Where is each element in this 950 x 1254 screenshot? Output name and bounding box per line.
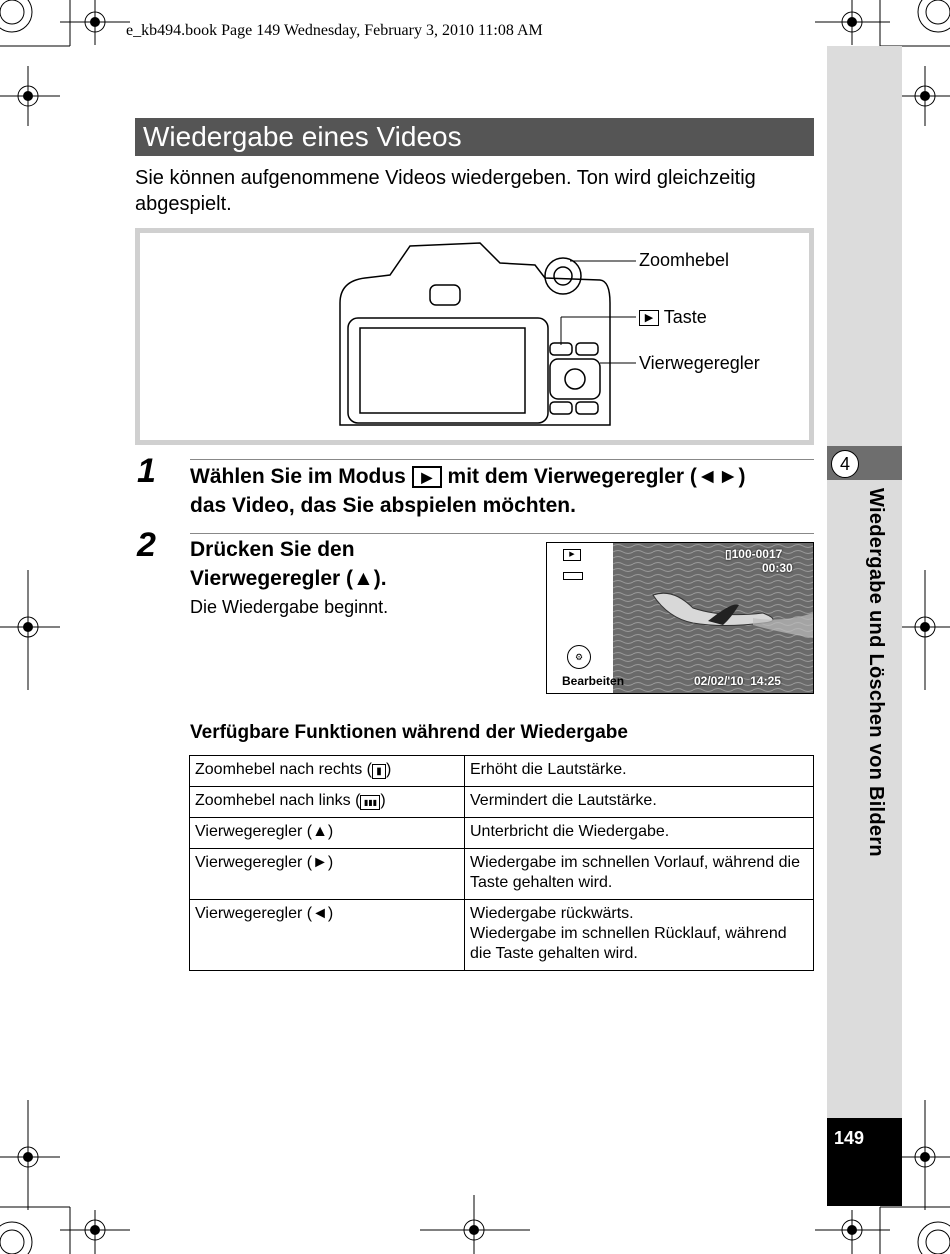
table-row: Vierwegeregler (►) Wiedergabe im schnellen Vorlauf, während die Taste gehalten wird.: [190, 849, 814, 900]
camera-screen-bezel: [348, 318, 548, 423]
chapter-number: 4: [831, 450, 859, 478]
intro-text: Sie können aufgenommene Videos wiedergeben. Ton wird gleichzeitig abgespielt.: [135, 167, 756, 215]
crop-mark-bottom-center: [420, 1195, 530, 1254]
section-title: Wiedergabe eines Videos: [135, 118, 814, 156]
chapter-title: Wiedergabe und Löschen von Bildern: [865, 488, 887, 857]
functions-table-title: Verfügbare Funktionen während der Wiedergabe: [190, 722, 628, 743]
table-row: Vierwegeregler (▲) Unterbricht die Wiedergabe.: [190, 818, 814, 849]
callout-taste-label: Taste: [663, 307, 707, 327]
crop-mark-top-left: [0, 0, 130, 126]
page-number: 149: [834, 1128, 865, 1148]
step-2-line1: Drücken Sie den: [190, 538, 355, 561]
play-icon: ▶: [639, 310, 659, 326]
zoom-wide-icon: ▮▮▮: [360, 795, 380, 810]
recording-duration: 00:30: [762, 561, 793, 575]
playback-screen: [546, 542, 814, 694]
camera-screen: [360, 328, 525, 413]
callout-zoomhebel: Zoomhebel: [639, 250, 730, 270]
crop-mark-bottom-left: [0, 1100, 130, 1254]
step-1-number: 1: [137, 452, 156, 490]
protect-folder-icon: ▯: [725, 547, 732, 561]
table-row: Zoomhebel nach rechts ( ▮ ) Erhöht die Lautstärke.: [190, 756, 814, 787]
edit-icon: ⚙: [567, 645, 591, 669]
play-mode-icon: ▶: [412, 466, 442, 488]
battery-icon: [563, 572, 583, 580]
book-header: e_kb494.book Page 149 Wednesday, February 3, 2010 11:08 AM: [126, 22, 543, 39]
step-2-line2: Vierwegeregler (▲).: [190, 567, 387, 590]
table-row: Zoomhebel nach links ( ▮▮▮ ) Vermindert die Lautstärke.: [190, 787, 814, 818]
callout-play-taste: [639, 307, 707, 328]
table-row: Vierwegeregler (◄) Wiedergabe rückwärts. Wiedergabe im schnellen Rücklauf, während die Taste gehalten wird.: [190, 900, 814, 971]
four-way-controller: [550, 359, 600, 399]
step-1-text: Wählen Sie im Modus ▶ mit dem Vierwegeregler (◄►) das Video, das Sie abspielen möchten.: [190, 465, 746, 517]
play-mode-indicator-icon: ▶: [563, 549, 581, 561]
step-2-subtext: Die Wiedergabe beginnt.: [190, 597, 389, 617]
functions-table: [189, 755, 814, 971]
file-number: ▯100-0017: [725, 547, 783, 561]
step-2-number: 2: [137, 526, 156, 564]
recording-datetime: 02/02/'10 14:25: [694, 674, 781, 688]
zoom-lever: [545, 258, 581, 294]
step1-rule: [190, 459, 814, 460]
zoom-tele-icon: ▮: [372, 764, 386, 779]
callout-vierwegeregler: Vierwegeregler: [639, 353, 760, 373]
speaker-grille: [430, 285, 460, 305]
edit-label: Bearbeiten: [562, 674, 625, 688]
step2-rule: [190, 533, 814, 534]
